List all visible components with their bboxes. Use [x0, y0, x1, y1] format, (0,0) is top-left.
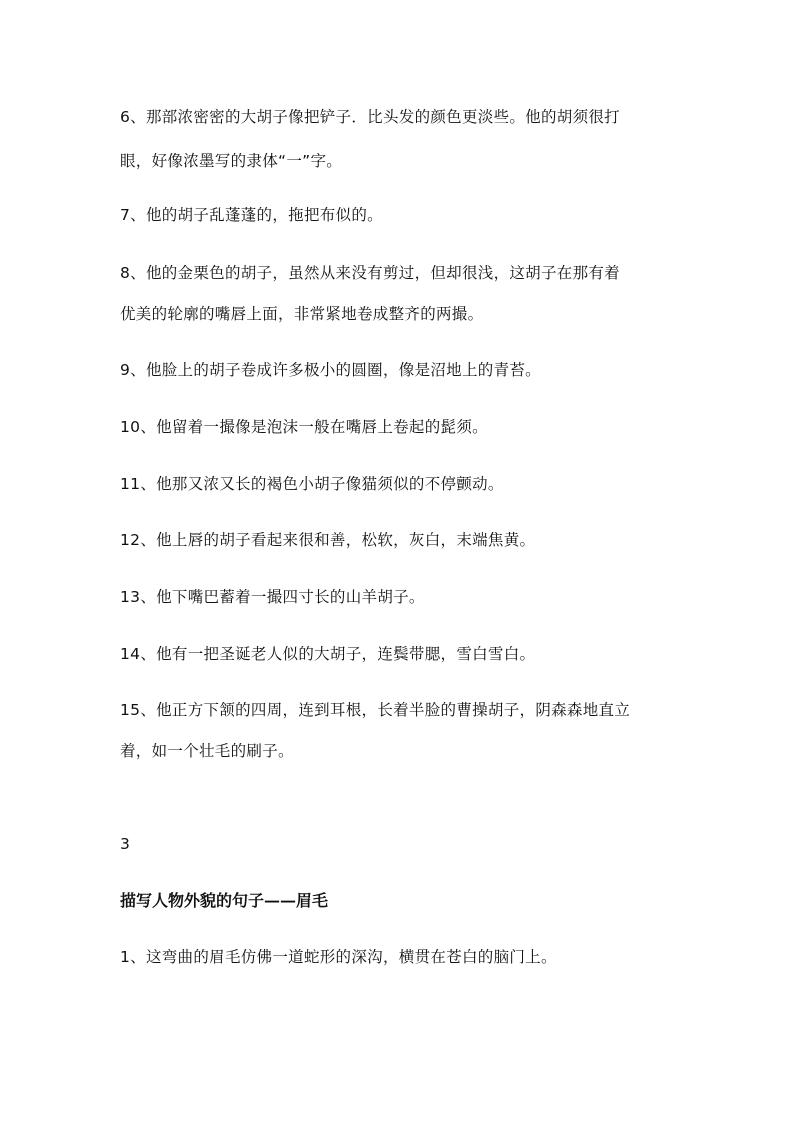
sentence-14: 14、他有一把圣诞老人似的大胡子，连鬓带腮，雪白雪白。: [120, 645, 536, 663]
sentence-11: 11、他那又浓又长的褐色小胡子像猫须似的不停颤动。: [120, 475, 504, 493]
sentence-7: 7、他的胡子乱蓬蓬的，拖把布似的。: [120, 206, 383, 224]
sentence-8-line-2: 优美的轮廓的嘴唇上面，非常紧地卷成整齐的两撮。: [120, 305, 484, 323]
sentence-6-line-2: 眼，好像浓墨写的隶体“一”字。: [120, 152, 343, 170]
page-number: 3: [120, 835, 131, 853]
sentence-10: 10、他留着一撮像是泡沫一般在嘴唇上卷起的髭须。: [120, 418, 488, 436]
sentence-12: 12、他上唇的胡子看起来很和善，松软，灰白，末端焦黄。: [120, 531, 536, 549]
section-heading: 描写人物外貌的句子——眉毛: [120, 891, 329, 910]
eyebrow-sentence-1: 1、这弯曲的眉毛仿佛一道蛇形的深沟，横贯在苍白的脑门上。: [120, 948, 557, 966]
sentence-8-line-1: 8、他的金栗色的胡子，虽然从来没有剪过，但却很浅，这胡子在那有着: [120, 264, 620, 282]
sentence-9: 9、他脸上的胡子卷成许多极小的圆圈，像是沼地上的青苔。: [120, 361, 541, 379]
sentence-13: 13、他下嘴巴蓄着一撮四寸长的山羊胡子。: [120, 588, 425, 606]
sentence-15-line-1: 15、他正方下颔的四周，连到耳根，长着半脸的曹操胡子，阴森森地直立: [120, 701, 631, 719]
sentence-6-line-1: 6、那部浓密密的大胡子像把铲子．比头发的颜色更淡些。他的胡须很打: [120, 108, 620, 126]
sentence-15-line-2: 着，如一个壮毛的刷子。: [120, 742, 294, 760]
